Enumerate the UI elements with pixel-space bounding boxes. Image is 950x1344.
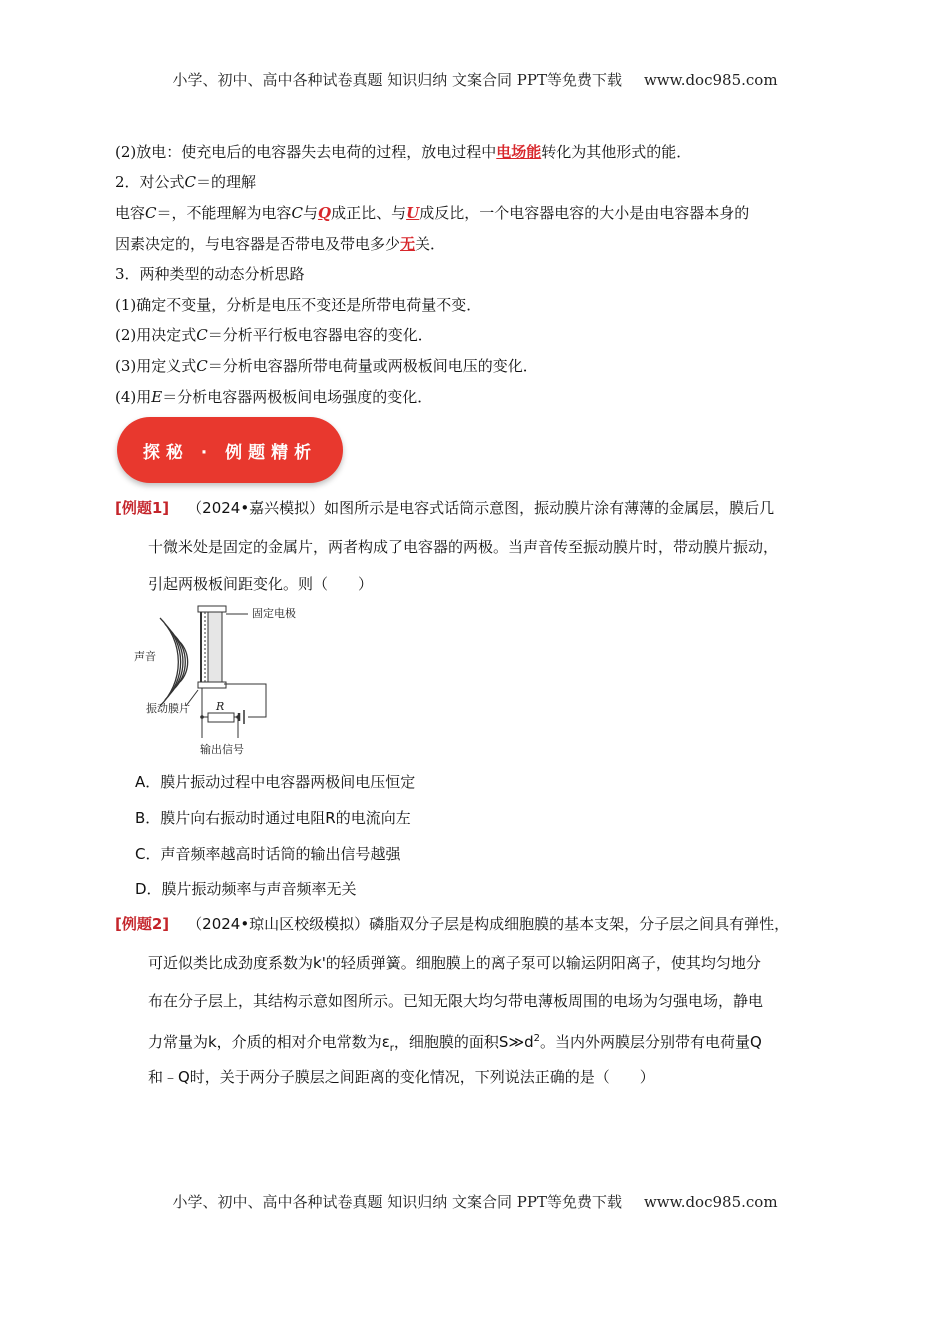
text: 电容	[115, 204, 146, 222]
label-resistor: R	[216, 700, 225, 713]
text: 与	[303, 204, 319, 222]
page-footer	[0, 1191, 950, 1212]
node-left	[200, 715, 204, 719]
text: 力常量为k，介质的相对介电常数为ε	[148, 1033, 390, 1051]
header-site[interactable]: www.doc985.com	[643, 71, 778, 89]
analysis-step-2	[115, 324, 433, 346]
example1-tag: [例题1]	[115, 499, 170, 517]
answer-electric-field-energy: 电场能	[496, 143, 542, 161]
node-right	[236, 715, 240, 719]
example1-line1	[115, 497, 774, 519]
example2-line2: 可近似类比成劲度系数为k'的轻质弹簧。细胞膜上的离子泵可以输运阴阳离子，使其均匀地分	[148, 954, 761, 972]
label-diaphragm: 振动膜片	[146, 702, 190, 715]
text: (3)用定义式	[115, 357, 197, 375]
symbol-c: C	[196, 357, 208, 375]
symbol-c: C	[184, 173, 197, 191]
dynamic-analysis-heading: 3．两种类型的动态分析思路	[115, 265, 305, 283]
capacitance-explanation-line-2	[115, 233, 445, 255]
section-banner: 探秘 · 例题精析	[117, 417, 343, 483]
symbol-c: C	[291, 204, 303, 222]
symbol-c: C	[145, 204, 157, 222]
page-header	[0, 69, 950, 90]
example2-line3: 布在分子层上，其结构示意如图所示。已知无限大均匀带电薄板周围的电场为匀强电场，静电	[148, 992, 764, 1010]
sound-waves	[160, 618, 188, 706]
example1-line2: 十微米处是固定的金属片，两者构成了电容器的两极。当声音传至振动膜片时，带动膜片振动，	[148, 538, 779, 556]
analysis-step-3	[115, 355, 538, 377]
text: (2)放电：使充电后的电容器失去电荷的过程，放电过程中	[115, 143, 497, 161]
housing-top	[198, 606, 226, 612]
text: (4)用	[115, 388, 152, 406]
example1-option-d[interactable]: D．膜片振动频率与声音频率无关	[135, 880, 357, 898]
text: ＝，不能理解为电容	[156, 204, 292, 222]
fixed-electrode	[208, 612, 222, 682]
text: ＝分析平行板电容器电容的变化．	[207, 326, 433, 344]
text: 因素决定的，与电容器是否带电及带电多少	[115, 235, 401, 253]
label-output: 输出信号	[200, 743, 244, 756]
capacitance-explanation-line	[115, 202, 749, 224]
answer-u: U	[406, 204, 420, 222]
example1-option-c[interactable]: C．声音频率越高时话筒的输出信号越强	[135, 845, 401, 863]
label-fixed-electrode: 固定电极	[252, 607, 296, 620]
microphone-diagram	[128, 600, 308, 760]
superscript-2: 2	[533, 1033, 541, 1044]
formula-understanding-heading	[115, 171, 256, 193]
housing-bottom	[198, 682, 226, 688]
example1-option-a[interactable]: A．膜片振动过程中电容器两极间电压恒定	[135, 773, 416, 791]
symbol-c: C	[196, 326, 208, 344]
answer-q: Q	[318, 204, 332, 222]
example1-line3: 引起两极板间距变化。则（ ）	[148, 575, 374, 593]
subscript-r: r	[389, 1043, 394, 1054]
wire-left	[202, 688, 208, 717]
footer-text: 小学、初中、高中各种试卷真题 知识归纳 文案合同 PPT等免费下载	[172, 1193, 622, 1211]
text: 。当内外两膜层分别带有电荷量Q	[540, 1033, 762, 1051]
example2-tag: [例题2]	[115, 915, 170, 933]
label-sound: 声音	[134, 650, 156, 663]
example2-line1	[115, 913, 789, 935]
answer-none: 无	[400, 235, 416, 253]
text: ＝分析电容器两极板间电场强度的变化．	[162, 388, 433, 406]
text: 成正比、与	[331, 204, 407, 222]
example1-option-b[interactable]: B．膜片向右振动时通过电阻R的电流向左	[135, 809, 411, 827]
text: 2．对公式	[115, 173, 185, 191]
text: （2024•琼山区校级模拟）磷脂双分子层是构成细胞膜的基本支架，分子层之间具有弹性，	[187, 915, 790, 933]
example2-line5: 和﹣Q时，关于两分子膜层之间距离的变化情况，下列说法正确的是（ ）	[148, 1068, 655, 1086]
text: 关．	[415, 235, 446, 253]
text: 转化为其他形式的能．	[541, 143, 692, 161]
resistor	[208, 713, 234, 722]
wire-right	[224, 684, 266, 717]
discharge-line	[115, 141, 691, 163]
text: ＝分析电容器所带电荷量或两极板间电压的变化．	[207, 357, 538, 375]
text: 成反比，一个电容器电容的大小是由电容器本身的	[419, 204, 750, 222]
analysis-step-1: (1)确定不变量，分析是电压不变还是所带电荷量不变．	[115, 296, 482, 314]
header-text: 小学、初中、高中各种试卷真题 知识归纳 文案合同 PPT等免费下载	[172, 71, 622, 89]
wave-5	[160, 618, 178, 706]
text: ，细胞膜的面积S≫d	[393, 1033, 534, 1051]
analysis-step-4	[115, 386, 432, 408]
text: （2024•嘉兴模拟）如图所示是电容式话筒示意图，振动膜片涂有薄薄的金属层，膜后几	[187, 499, 775, 517]
text: ＝的理解	[196, 173, 257, 191]
example2-line4	[148, 1028, 762, 1060]
footer-site[interactable]: www.doc985.com	[643, 1193, 778, 1211]
text: (2)用决定式	[115, 326, 197, 344]
symbol-e: E	[151, 388, 163, 406]
